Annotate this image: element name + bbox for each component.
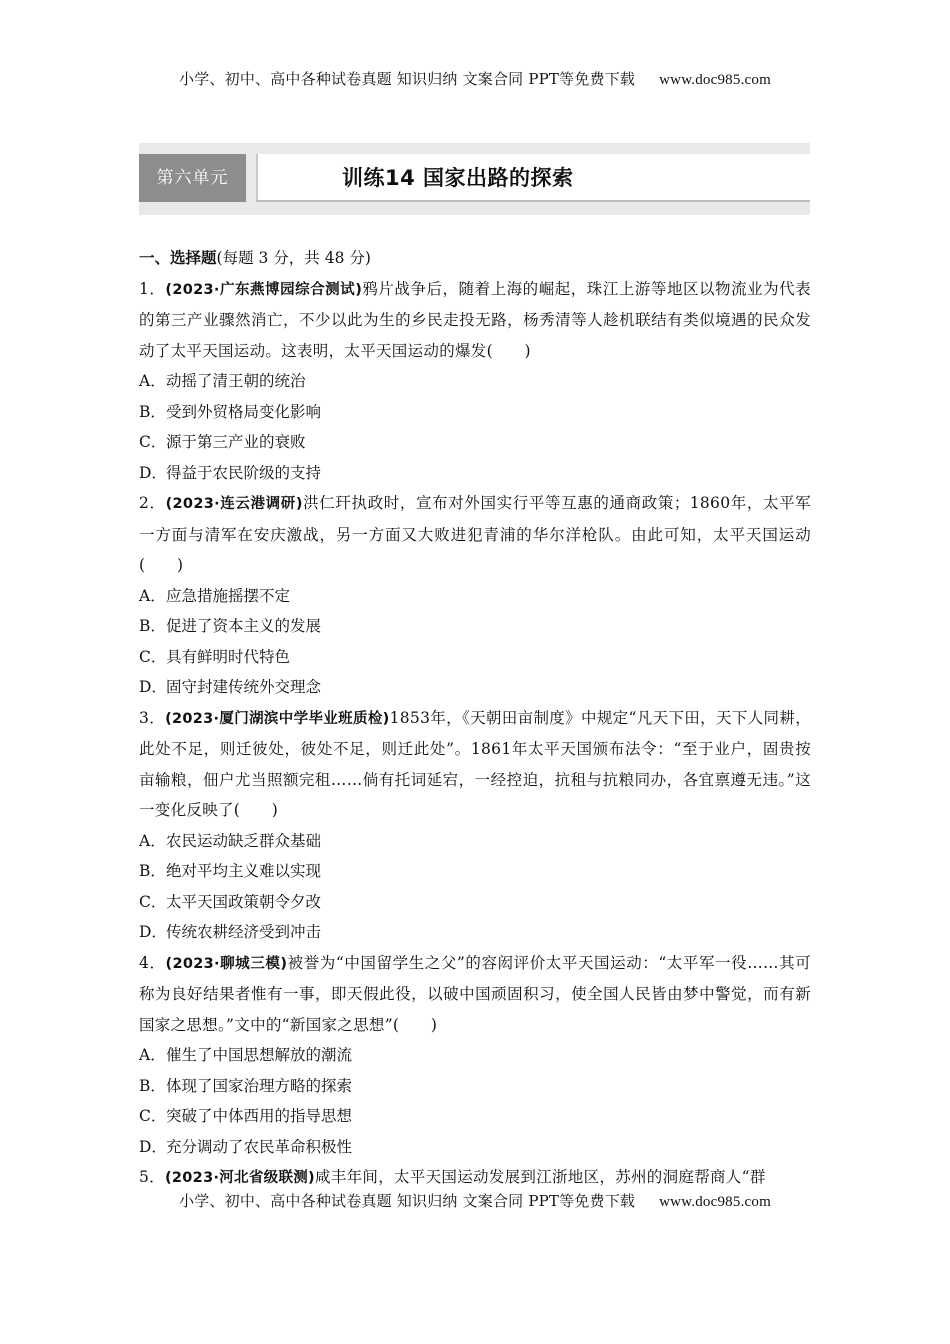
option-letter: A．	[139, 831, 166, 850]
option-b[interactable]	[139, 1071, 811, 1102]
footer-site-link[interactable]: www.doc985.com	[659, 1194, 771, 1210]
section-heading	[139, 243, 811, 274]
option-letter: B．	[139, 402, 166, 421]
option-text: 太平天国政策朝令夕改	[166, 892, 322, 911]
question-2	[139, 488, 811, 703]
option-letter: B．	[139, 617, 166, 635]
question-text: 鸦片战争后，随着上海的崛起，珠江上游等地区以物流业为代表的第三产业骤然消亡，不少以此为生的乡民走投无路，杨秀清等人趁机联结有类似境遇的民众发动了太平天国运动。这表明，太平天国运动的爆发( )	[139, 279, 811, 360]
option-letter: D．	[139, 1137, 167, 1156]
option-letter: C．	[139, 433, 167, 451]
option-text: 传统农耕经济受到冲击	[166, 923, 322, 941]
option-b[interactable]	[139, 397, 811, 428]
option-text: 具有鲜明时代特色	[166, 647, 291, 666]
question-4	[139, 948, 811, 1163]
option-d[interactable]	[139, 917, 811, 948]
question-text: 洪仁玕执政时，宣布对外国实行平等互惠的通商政策；1860年，太平军一方面与清军在安庆激战，另一方面又大败进犯青浦的华尔洋枪队。由此可知，太平天国运动( )	[139, 494, 811, 574]
question-number: 2．	[139, 494, 166, 512]
question-1	[139, 274, 811, 489]
option-text: 得益于农民阶级的支持	[166, 463, 322, 482]
option-a[interactable]	[139, 1040, 811, 1071]
page-header	[0, 68, 950, 89]
option-letter: A．	[139, 372, 166, 390]
question-stem	[139, 1162, 811, 1194]
option-letter: A．	[139, 586, 166, 605]
option-letter: A．	[139, 1046, 166, 1064]
question-source: (2023·广东燕博园综合测试)	[165, 281, 363, 298]
option-text: 催生了中国思想解放的潮流	[166, 1046, 353, 1064]
option-letter: C．	[139, 892, 167, 911]
question-source: (2023·河北省级联测)	[164, 1170, 315, 1186]
option-a[interactable]	[139, 826, 811, 857]
section-note: (每题 3 分，共 48 分)	[216, 249, 371, 267]
question-content	[139, 243, 811, 1194]
question-number: 1．	[139, 279, 166, 298]
option-text: 受到外贸格局变化影响	[166, 402, 322, 421]
header-site-link[interactable]: www.doc985.com	[659, 72, 771, 88]
question-3	[139, 703, 811, 948]
option-c[interactable]	[139, 427, 811, 458]
question-number: 5．	[139, 1168, 165, 1186]
option-letter: B．	[139, 1076, 166, 1095]
unit-tag: 第六单元	[139, 154, 246, 202]
question-text: 被誉为“中国留学生之父”的容闳评价太平天国运动：“太平军一役……其可称为良好结果者惟有一事，即天假此役，以破中国顽固积习，使全国人民皆由梦中警觉，而有新国家之思想。”文中的“新国家之思想”( )	[139, 953, 811, 1034]
option-text: 促进了资本主义的发展	[166, 617, 322, 635]
title-box	[256, 154, 810, 202]
option-d[interactable]	[139, 1132, 811, 1163]
option-d[interactable]	[139, 672, 811, 703]
option-letter: D．	[139, 463, 167, 482]
question-text: 咸丰年间，太平天国运动发展到江浙地区，苏州的洞庭帮商人“群	[315, 1168, 766, 1186]
option-letter: C．	[139, 1107, 167, 1125]
option-text: 固守封建传统外交理念	[166, 678, 322, 696]
option-b[interactable]	[139, 856, 811, 887]
unit-banner	[139, 143, 810, 215]
option-text: 源于第三产业的衰败	[166, 433, 306, 451]
question-source: (2023·厦门湖滨中学毕业班质检)	[165, 710, 390, 727]
option-a[interactable]	[139, 581, 811, 612]
option-text: 应急措施摇摆不定	[166, 586, 291, 605]
option-text: 充分调动了农民革命积极性	[166, 1137, 353, 1156]
option-d[interactable]	[139, 458, 811, 489]
option-c[interactable]	[139, 642, 811, 673]
section-title: 一、选择题	[139, 249, 217, 267]
question-stem	[139, 274, 811, 367]
option-text: 动摇了清王朝的统治	[166, 372, 306, 390]
question-number: 4．	[139, 953, 166, 972]
page-title: 训练14 国家出路的探索	[342, 166, 574, 190]
footer-text: 小学、初中、高中各种试卷真题 知识归纳 文案合同 PPT等免费下载	[179, 1192, 636, 1210]
option-text: 突破了中体西用的指导思想	[166, 1107, 353, 1125]
question-source: (2023·聊城三模)	[165, 955, 288, 972]
option-a[interactable]	[139, 366, 811, 397]
question-text: 1853年，《天朝田亩制度》中规定“凡天下田，天下人同耕，此处不足，则迁彼处，彼处不足，则迁此处”。1861年太平天国颁布法令：“至于业户，固贵按亩输粮，佃户尤当照额完租……倘有托词延宕，一经控迫，抗租与抗粮同办，各宜禀遵无违。”这一变化反映了( )	[139, 708, 812, 819]
option-letter: D．	[139, 678, 167, 696]
question-5	[139, 1162, 811, 1194]
option-c[interactable]	[139, 887, 811, 918]
header-text: 小学、初中、高中各种试卷真题 知识归纳 文案合同 PPT等免费下载	[179, 70, 636, 88]
option-text: 体现了国家治理方略的探索	[166, 1076, 353, 1095]
question-stem	[139, 703, 811, 826]
option-b[interactable]	[139, 611, 811, 642]
question-source: (2023·连云港调研)	[165, 496, 303, 512]
option-letter: C．	[139, 647, 167, 666]
question-number: 3．	[139, 708, 166, 727]
question-stem	[139, 488, 811, 581]
page-footer	[0, 1190, 950, 1211]
option-c[interactable]	[139, 1101, 811, 1132]
option-text: 农民运动缺乏群众基础	[166, 831, 322, 850]
question-stem	[139, 948, 811, 1041]
option-letter: D．	[139, 923, 167, 941]
option-text: 绝对平均主义难以实现	[166, 862, 322, 880]
option-letter: B．	[139, 862, 166, 880]
